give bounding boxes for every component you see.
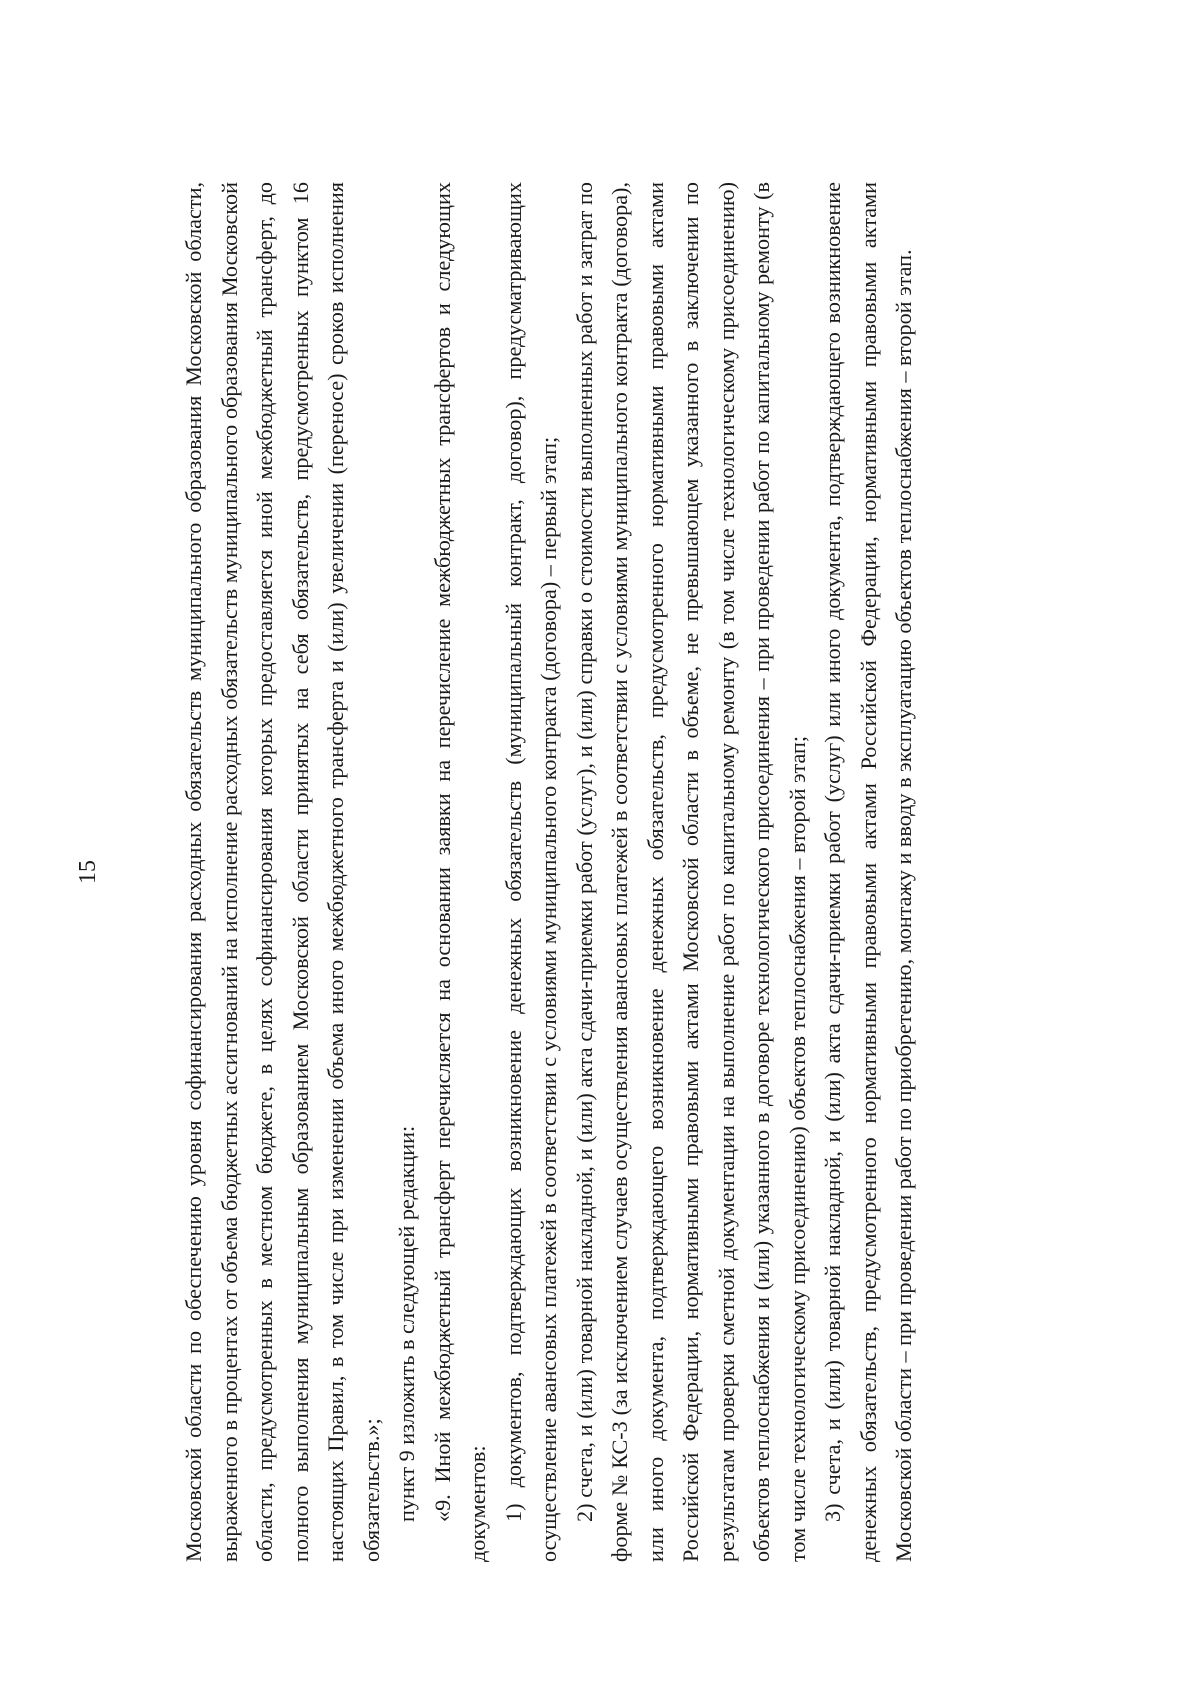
page-number: 15 [75,860,101,884]
page-number-container [73,182,113,1562]
paragraph-subitem-3: 3) счета, и (или) товарной накладной, и (или) акта сдачи-приемки работ (услуг) или иного документа, подтверждающего возникновение денежных обязательств, предусмотренного нормативными правовыми актами Российской Федерации, нормативными правовыми актами Московской области – при проведении работ по приобретению, монтажу и вводу в эксплуатацию объектов теплоснабжения – второй этап. [820,182,916,1562]
document-body [176,182,1056,1562]
paragraph-amendment-intro: пункт 9 изложить в следующей редакции: [394,1125,419,1522]
paragraph-item-9: «9. Иной межбюджетный трансферт перечисляется на основании заявки на перечисление межбюджетных трансфертов и следующих документов: [429,182,490,1562]
paragraph-continuation: Московской области по обеспечению уровня софинансирования расходных обязательств муниципального образования Московской области, выраженного в процентах от объема бюджетных ассигнований на исполнение расходных обязательств муниципального образования Московской области, предусмотренных в местном бюджете, в целях софинансирования которых предоставляется иной межбюджетный трансферт, до полного выполнения муниципальным образованием Московской области принятых на себя обязательств, предусмотренных пунктом 16 настоящих Правил, в том числе при изменении объема иного межбюджетного трансферта и (или) увеличении (переносе) сроков исполнения обязательств.»; [181,182,384,1562]
paragraph-subitem-2: 2) счета, и (или) товарной накладной, и (или) акта сдачи-приемки работ (услуг), и (или) справки о стоимости выполненных работ и затрат по форме № КС-3 (за исключением случаев осуществления авансовых платежей в соответствии с условиями муниципального контракта (договора), или иного документа, подтверждающего возникновение денежных обязательств, предусмотренного нормативными правовыми актами Российской Федерации, нормативными правовыми актами Московской области в объеме, не превышающем указанного в заключении по результатам проверки сметной документации на выполнение работ по капитальному ремонту (в том числе технологическому присоединению) объектов теплоснабжения и (или) указанного в договоре технологического присоединения – при проведении работ по капитальному ремонту (в том числе технологическому присоединению) объектов теплоснабжения – второй этап; [571,182,810,1562]
paragraph-subitem-1: 1) документов, подтверждающих возникновение денежных обязательств (муниципальный контракт, договор), предусматривающих осуществление авансовых платежей в соответствии с условиями муниципального контракта (договора) – первый этап; [500,182,561,1562]
